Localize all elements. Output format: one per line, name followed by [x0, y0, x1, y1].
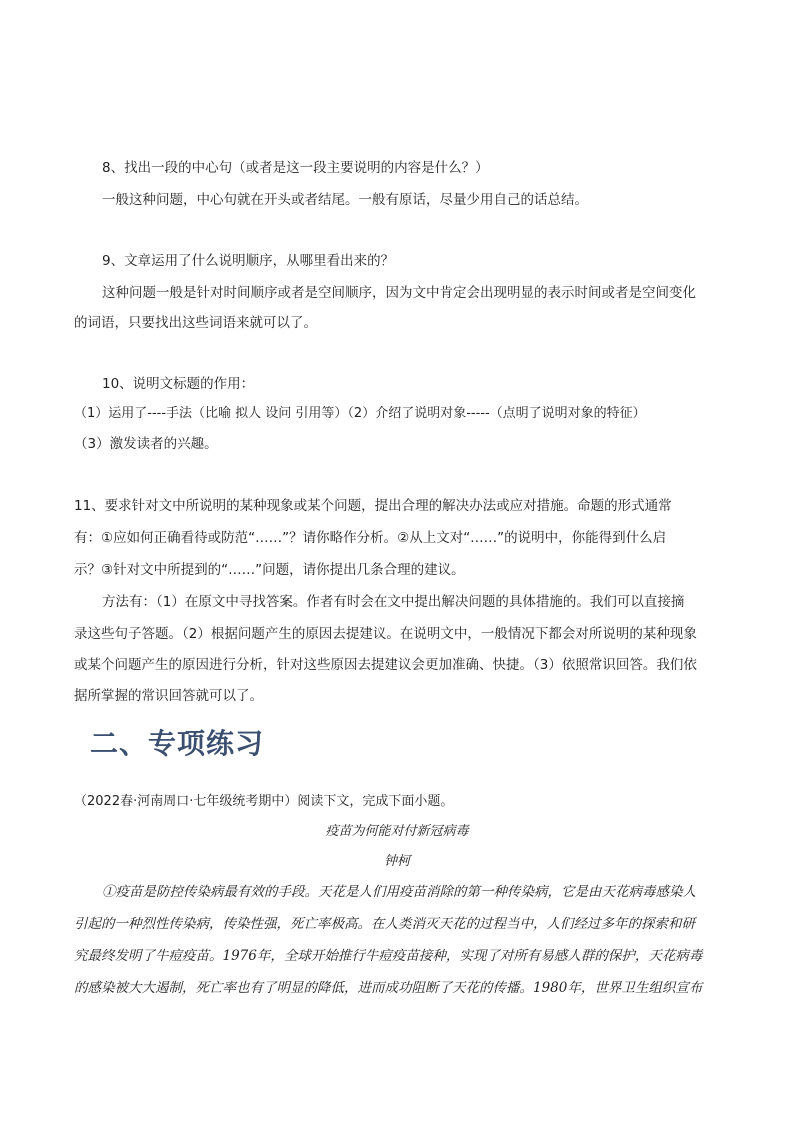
- article-title: 疫苗为何能对付新冠病毒: [325, 824, 469, 839]
- q11-method-line3: 或某个问题产生的原因进行分析，针对这些原因去提建议会更加准确、快捷。（3）依照常识回答。我们依: [74, 657, 697, 673]
- q10-title: 10、说明文标题的作用：: [102, 376, 255, 392]
- q10-answer-line2: （3）激发读者的兴趣。: [74, 436, 218, 452]
- q11-method-line4: 据所掌握的常识回答就可以了。: [74, 688, 263, 704]
- q11-line1: 11、要求针对文中所说明的某种现象或某个问题，提出合理的解决办法或应对措施。命题的形式通常: [74, 498, 672, 514]
- q9-title: 9、文章运用了什么说明顺序，从哪里看出来的？: [102, 253, 395, 269]
- article-author: 钟柯: [383, 854, 410, 869]
- article-p1-line4: 的感染被大大遏制，死亡率也有了明显的降低，进而成功阻断了天花的传播。1980年，世界卫生组织宣布: [74, 980, 703, 996]
- q11-method-line2: 录这些句子答题。（2）根据问题产生的原因去提建议。在说明文中，一般情况下都会对所说明的某种现象: [74, 626, 697, 642]
- q9-answer-line2: 的词语，只要找出这些词语来就可以了。: [74, 315, 317, 331]
- article-p1-line1: ①疫苗是防控传染病最有效的手段。天花是人们用疫苗消除的第一种传染病，它是由天花病毒感染人: [102, 884, 696, 900]
- article-p1-line3: 究最终发明了牛痘疫苗。1976年，全球开始推行牛痘疫苗接种，实现了对所有易感人群的保护，天花病毒: [74, 948, 703, 964]
- q11-method-line1: 方法有：（1）在原文中寻找答案。作者有时会在文中提出解决问题的具体措施的。我们可以直接摘: [102, 594, 685, 610]
- q9-answer-line1: 这种问题一般是针对时间顺序或者是空间顺序，因为文中肯定会出现明显的表示时间或者是空间变化: [102, 285, 696, 301]
- q11-line3: 示？③针对文中所提到的“……”问题，请你提出几条合理的建议。: [74, 562, 465, 578]
- section-intro: （2022春·河南周口·七年级统考期中）阅读下文，完成下面小题。: [74, 794, 454, 809]
- q10-answer-line1: （1）运用了----手法（比喻 拟人 设问 引用等）（2）介绍了说明对象-----（点明了说明对象的特征）: [74, 406, 646, 421]
- article-p1-line2: 引起的一种烈性传染病，传染性强，死亡率极高。在人类消灭天花的过程当中，人们经过多年的探索和研: [74, 916, 695, 932]
- q11-line2: 有：①应如何正确看待或防范“……”？请你略作分析。②从上文对“……”的说明中，你能得到什么启: [74, 530, 667, 546]
- q8-answer: 一般这种问题，中心句就在开头或者结尾。一般有原话，尽量少用自己的话总结。: [102, 192, 588, 208]
- q8-title: 8、找出一段的中心句（或者是这一段主要说明的内容是什么？）: [102, 160, 489, 176]
- section-heading: 二、专项练习: [90, 727, 265, 760]
